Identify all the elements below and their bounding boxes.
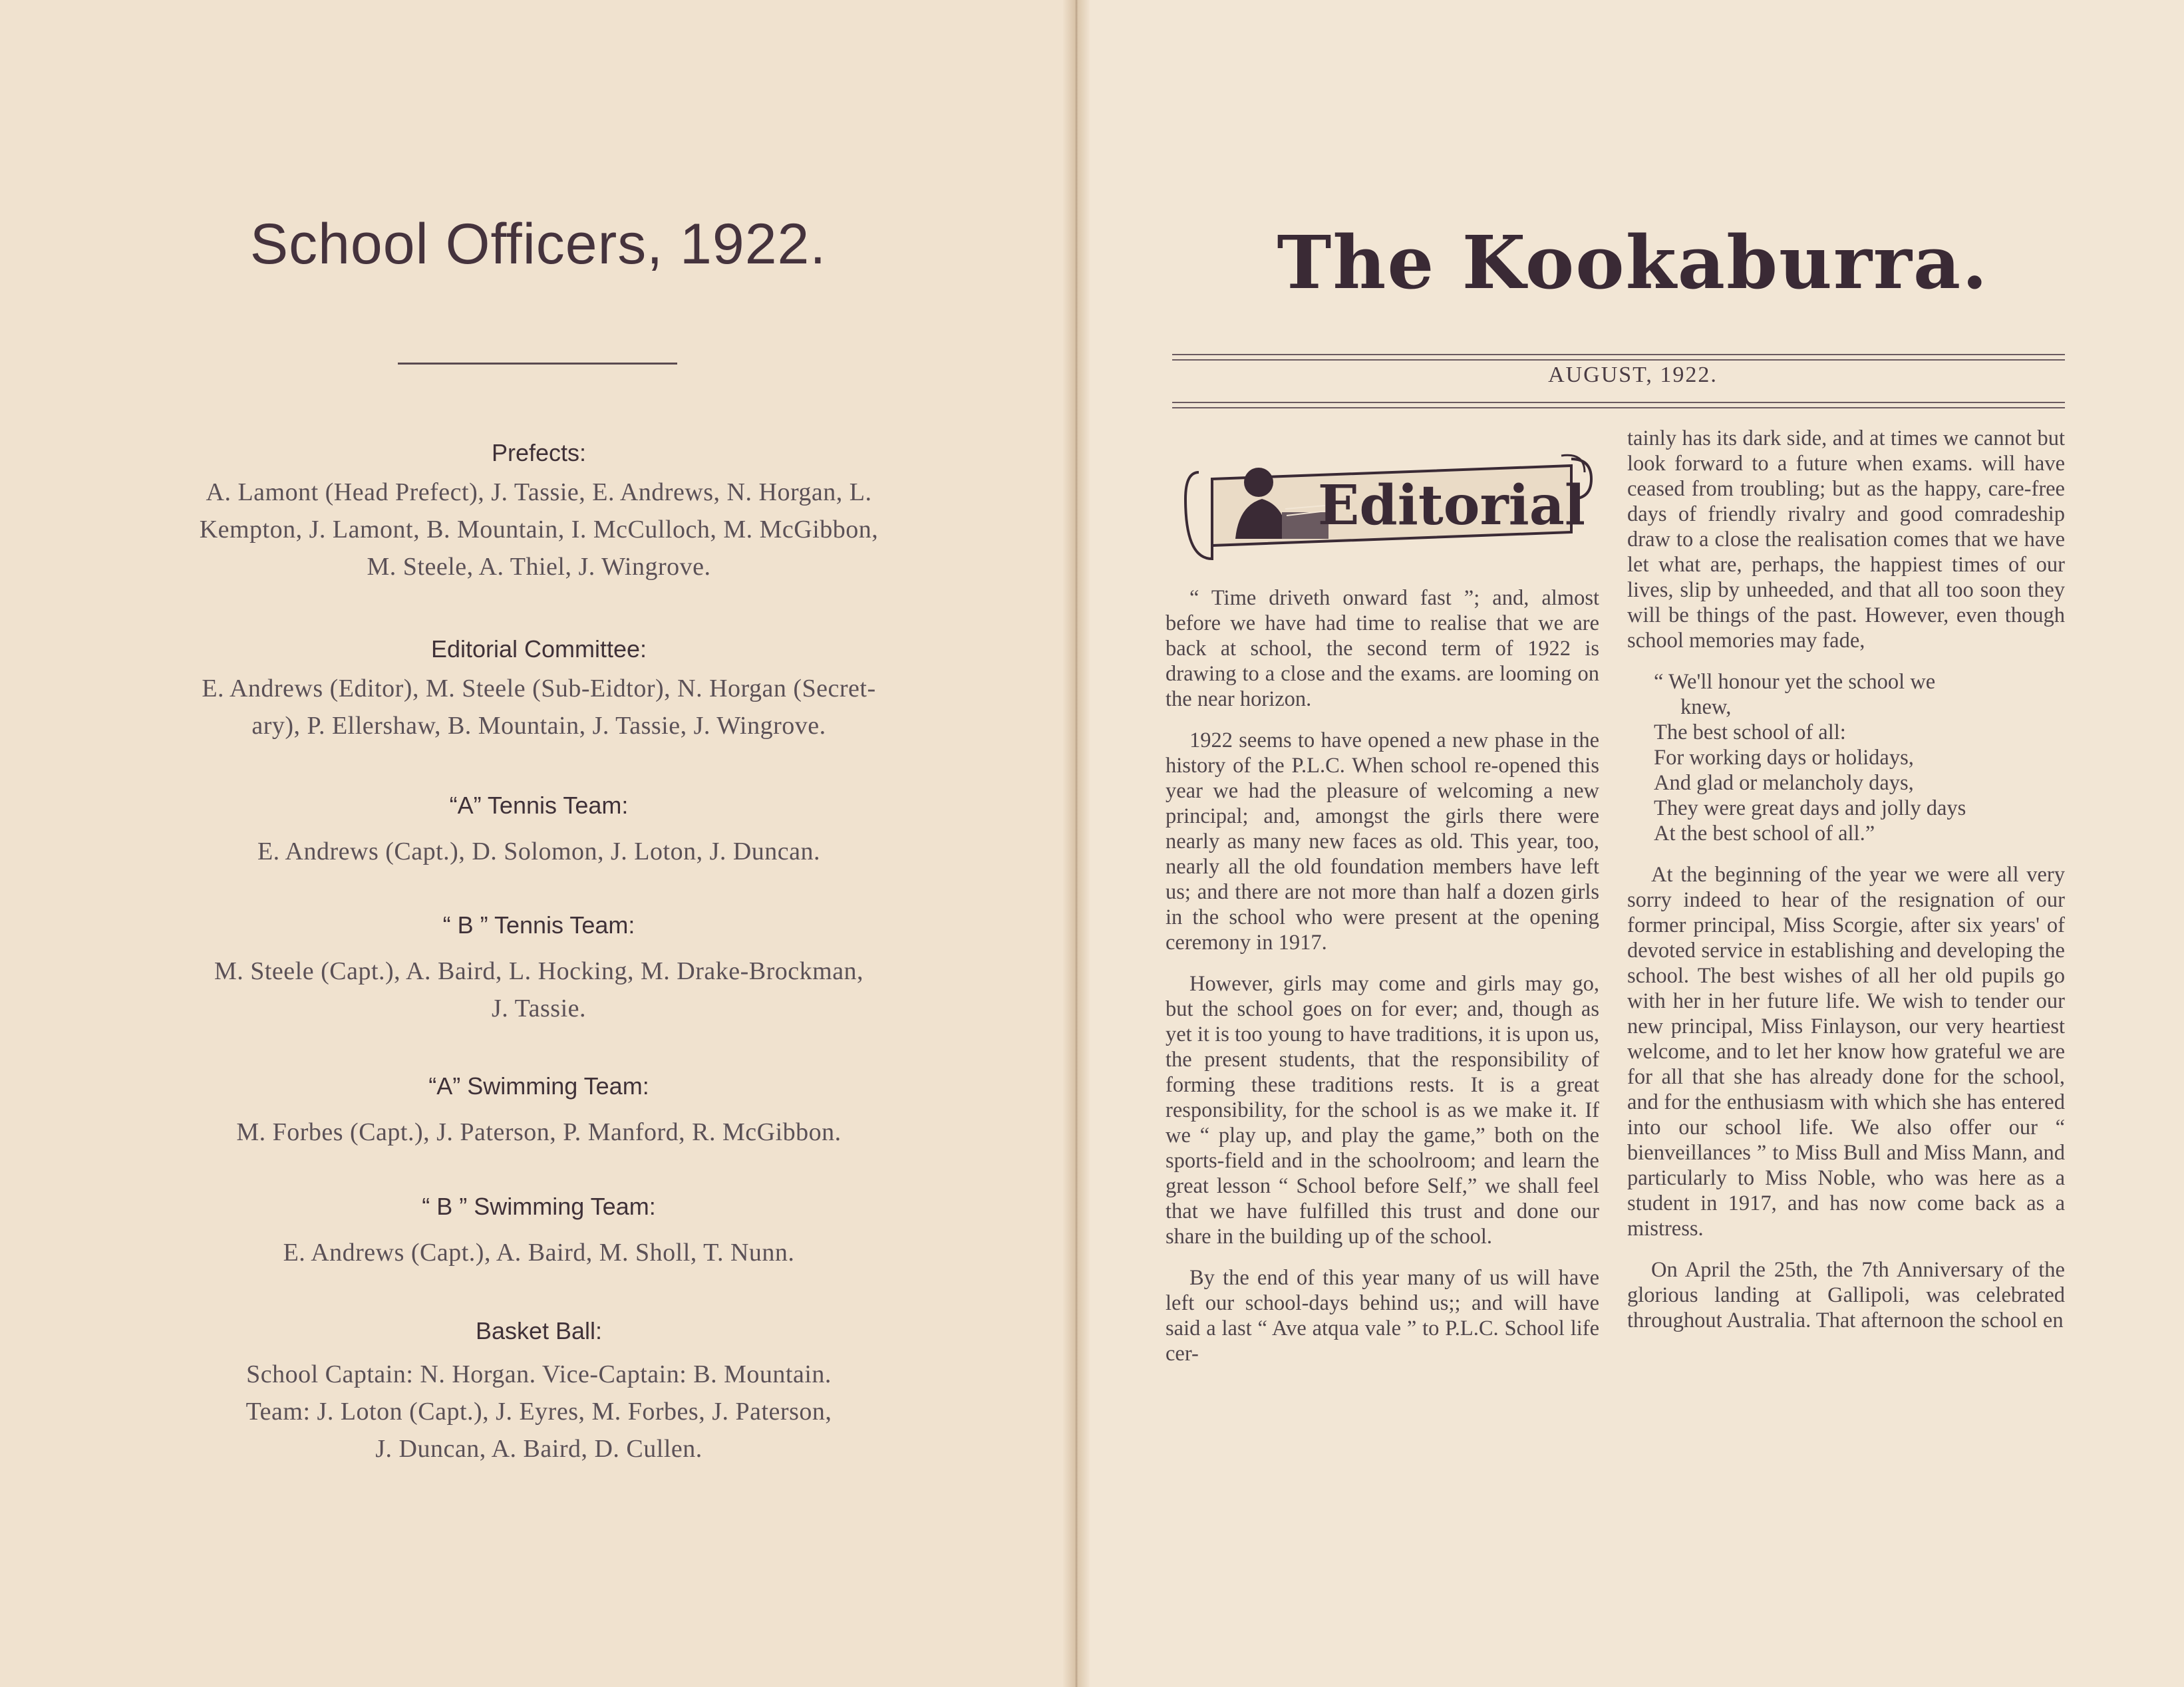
paragraph: At the beginning of the year we were all very sorry indeed to hear of the resignation of our former principal, Miss Scorgie, after six years' of devoted service in establishing and developing the school. The best wishes of all her old pupils go with her in her future life. We wish to tender our new principal, Miss Finlayson, our very heartiest welcome, and to let her know how grateful we are for all that she has already done for the school, and for the enthusiasm with which she has entered into our school life. We also offer our “ bienveillances ” to Miss Bull and Miss Mann, and particularly to Miss Noble, who was here as a student in 1917, and has now come back as a mistress. bbox=[1627, 863, 2065, 1241]
section-line: J. Tassie. bbox=[491, 995, 587, 1022]
b-swimming-section bbox=[100, 1193, 978, 1271]
svg-text:Editorial: Editorial bbox=[1317, 474, 1586, 537]
section-body bbox=[100, 474, 978, 585]
section-heading: “ B ” Swimming Team: bbox=[422, 1193, 656, 1220]
a-tennis-section bbox=[100, 792, 978, 870]
editorial-column-1 bbox=[1166, 585, 1599, 1382]
section-heading: Editorial Committee: bbox=[430, 635, 647, 663]
poem-line: “ We'll honour yet the school we bbox=[1654, 670, 1936, 694]
section-line: Team: J. Loton (Capt.), J. Eyres, M. Forbes, J. Paterson, bbox=[245, 1398, 832, 1426]
section-line: J. Duncan, A. Baird, D. Cullen. bbox=[375, 1435, 702, 1463]
title-rule bbox=[398, 363, 677, 365]
paragraph: By the end of this year many of us will have left our school-days behind us;; and will have said a last “ Ave atqua vale ” to P.L.C. School life cer- bbox=[1166, 1266, 1599, 1366]
b-tennis-section bbox=[100, 911, 978, 1027]
page-title: School Officers, 1922. bbox=[249, 212, 827, 276]
section-line: M. Steele (Capt.), A. Baird, L. Hocking, M. Drake-Brockman, bbox=[214, 957, 864, 985]
poem-line: knew, bbox=[1680, 695, 1732, 719]
paragraph: 1922 seems to have opened a new phase in the history of the P.L.C. When school re-opened this year we had the pleasure of welcoming a new principal; and, amongst the girls there were nearly as many new faces as old. This year, too, nearly all the old foundation members have left us; and there are not more than half a dozen girls in the school who were present at the opening ceremony in 1917. bbox=[1166, 728, 1599, 955]
section-line: E. Andrews (Capt.), A. Baird, M. Sholl, T. Nunn. bbox=[283, 1239, 795, 1267]
section-heading: Prefects: bbox=[491, 439, 587, 466]
poem-line: For working days or holidays, bbox=[1654, 746, 1914, 770]
issue-date: AUGUST, 1922. bbox=[1548, 363, 1718, 387]
poem-line: The best school of all: bbox=[1654, 720, 1846, 744]
masthead-title: The Kookaburra. bbox=[1277, 220, 1989, 305]
paragraph: “ Time driveth onward fast ”; and, almost before we have had time to realise that we are back at school, the second term of 1922 is drawing to a close and the exams. are looming on the near horizon. bbox=[1166, 586, 1599, 711]
masthead-rule-top bbox=[1172, 354, 2065, 355]
paragraph: On April the 25th, the 7th Anniversary of the glorious landing at Gallipoli, was celebrated throughout Australia. That afternoon the school en bbox=[1627, 1258, 2065, 1332]
section-heading: “A” Tennis Team: bbox=[449, 792, 629, 819]
section-heading: Basket Ball: bbox=[475, 1317, 603, 1344]
basket-ball-section bbox=[100, 1317, 978, 1467]
section-line: A. Lamont (Head Prefect), J. Tassie, E. Andrews, N. Horgan, L. bbox=[206, 478, 872, 506]
a-swimming-section bbox=[100, 1072, 978, 1151]
masthead-rule-top-2 bbox=[1172, 359, 2065, 361]
poem-line: And glad or melancholy days, bbox=[1654, 771, 1914, 795]
section-heading: “A” Swimming Team: bbox=[428, 1072, 649, 1100]
section-line: ary), P. Ellershaw, B. Mountain, J. Tassie, J. Wingrove. bbox=[251, 712, 826, 740]
masthead-rule-bottom bbox=[1172, 402, 2065, 403]
section-line: School Captain: N. Horgan. Vice-Captain: B. Mountain. bbox=[246, 1360, 832, 1388]
section-line: E. Andrews (Capt.), D. Solomon, J. Loton, J. Duncan. bbox=[257, 838, 821, 865]
prefects-section bbox=[100, 439, 978, 585]
section-line: E. Andrews (Editor), M. Steele (Sub-Eidtor), N. Horgan (Secret- bbox=[202, 675, 876, 702]
editorial-column-2 bbox=[1627, 426, 2065, 1349]
poem-line: At the best school of all.” bbox=[1654, 822, 1875, 845]
section-line: M. Forbes (Capt.), J. Paterson, P. Manford, R. McGibbon. bbox=[236, 1118, 842, 1146]
section-line: Kempton, J. Lamont, B. Mountain, I. McCulloch, M. McGibbon, bbox=[199, 516, 879, 543]
paragraph: tainly has its dark side, and at times we cannot but look forward to a future when exams. will have ceased from troubling; but as the happy, care-free days of friendly rivalry and good comradeship draw to a close the realisation comes that we have let what are, perhaps, the happiest times of our lives, slip by unheeded, and that all too soon they will be things of the past. However, even though school memories may fade, bbox=[1627, 426, 2065, 653]
editorial-banner-label bbox=[1318, 474, 1585, 537]
editorial-committee-section bbox=[100, 635, 978, 744]
poem-quote bbox=[1627, 669, 2065, 846]
section-line: M. Steele, A. Thiel, J. Wingrove. bbox=[367, 553, 711, 581]
masthead-rule-bottom-2 bbox=[1172, 407, 2065, 408]
editorial-banner-illustration bbox=[1172, 432, 1598, 569]
section-heading: “ B ” Tennis Team: bbox=[442, 911, 635, 939]
paragraph: However, girls may come and girls may go, but the school goes on for ever; and, though as yet it is too young to have traditions, it is upon us, the present students, that the responsibility of forming these traditions rests. It is a great responsibility, for the school is as we make it. If we “ play up, and play the game,” both on the sports-field and in the schoolroom; and learn the great lesson “ School before Self,” we shall feel that we have fulfilled this trust and done our share in the building up of the school. bbox=[1166, 972, 1599, 1249]
poem-line: They were great days and jolly days bbox=[1654, 796, 1966, 820]
